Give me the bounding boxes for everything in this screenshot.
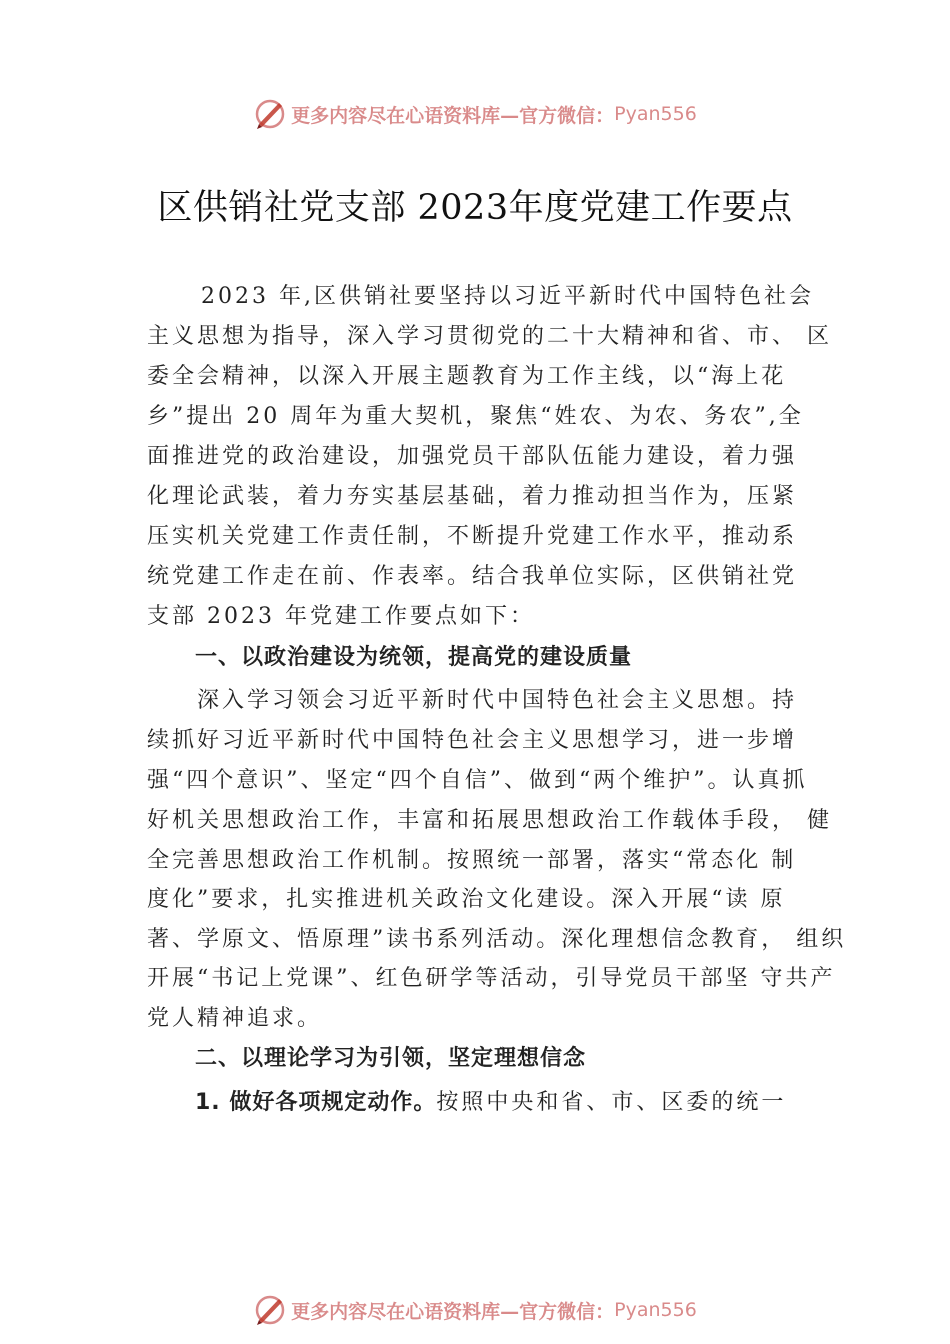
intro-line: 面推进党的政治建设，加强党员干部队伍能力建设，着力强 (147, 444, 798, 469)
intro-line: 委全会精神，以深入开展主题教育为工作主线，以“海上花 (147, 364, 787, 389)
item-1-lead: 1. 做好各项规定动作。 (195, 1090, 437, 1115)
intro-line: 统党建工作走在前、作表率。结合我单位实际，区供销社党 (147, 564, 798, 589)
section1-line: 著、学原文、悟原理”读书系列活动。深化理想信念教育， 组织 (147, 927, 847, 952)
document-title: 区供销社党支部 2023年度党建工作要点 (157, 188, 793, 228)
watermark-banner-bottom (0, 1290, 950, 1330)
intro-line: 主义思想为指导，深入学习贯彻党的二十大精神和省、市、 区 (147, 324, 832, 349)
watermark-banner-top (0, 94, 950, 134)
intro-line: 压实机关党建工作责任制，不断提升党建工作水平，推动系 (147, 524, 798, 549)
section1-line: 续抓好习近平新时代中国特色社会主义思想学习，进一步增 (147, 728, 798, 753)
watermark-account: Pyan556 (614, 103, 697, 125)
pen-logo-icon (253, 1293, 287, 1327)
pen-logo-icon (253, 97, 287, 131)
item-1 (195, 1088, 786, 1118)
section1-line: 好机关思想政治工作，丰富和拓展思想政治工作载体手段， 健 (147, 808, 832, 833)
watermark-account: Pyan556 (614, 1299, 697, 1321)
intro-line: 乡”提出 20 周年为重大契机，聚焦“姓农、为农、务农”,全 (147, 404, 804, 429)
section-heading-2: 二、以理论学习为引领，坚定理想信念 (195, 1046, 587, 1071)
section-heading-1: 一、以政治建设为统领，提高党的建设质量 (195, 645, 633, 670)
intro-line: 2023 年,区供销社要坚持以习近平新时代中国特色社会 (201, 284, 814, 309)
item-1-text: 按照中央和省、市、区委的统一 (436, 1090, 787, 1115)
section1-line: 深入学习领会习近平新时代中国特色社会主义思想。持 (197, 688, 798, 713)
intro-line: 化理论武装，着力夯实基层基础，着力推动担当作为，压紧 (147, 484, 798, 509)
section1-line: 全完善思想政治工作机制。按照统一部署，落实“常态化 制 (147, 848, 797, 873)
watermark-text: 更多内容尽在心语资料库—官方微信： (291, 1300, 615, 1323)
section1-line: 开展“书记上党课”、红色研学等活动，引导党员干部坚 守共产 (147, 966, 836, 991)
section1-line: 党人精神追求。 (147, 1006, 323, 1031)
section1-line: 度化”要求，扎实推进机关政治文化建设。深入开展“读 原 (147, 887, 786, 912)
section1-line: 强“四个意识”、坚定“四个自信”、做到“两个维护”。认真抓 (147, 768, 808, 793)
intro-line: 支部 2023 年党建工作要点如下： (147, 604, 535, 629)
document-body (147, 282, 847, 1162)
watermark-text: 更多内容尽在心语资料库—官方微信： (291, 104, 615, 127)
